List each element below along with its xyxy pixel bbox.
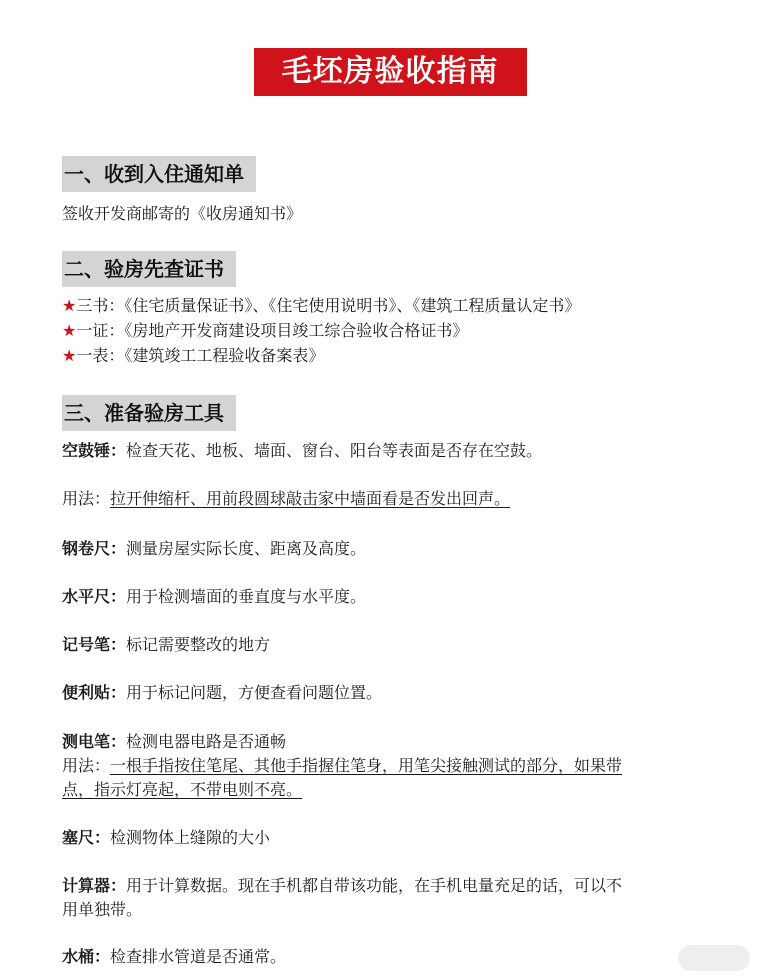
tool-desc: 用单独带。 bbox=[62, 900, 143, 919]
tool-desc: 用于标记问题，方便查看问题位置。 bbox=[126, 683, 383, 702]
certificate-item bbox=[62, 345, 324, 367]
certificate-item bbox=[62, 320, 468, 342]
star-icon: ★ bbox=[62, 296, 77, 315]
tool-desc: 测量房屋实际长度、距离及高度。 bbox=[126, 539, 367, 558]
tool-name: 塞尺： bbox=[62, 828, 111, 847]
tool-desc: 标记需要整改的地方 bbox=[126, 635, 271, 654]
usage-label: 用法： bbox=[62, 489, 111, 508]
tool-item bbox=[62, 946, 286, 968]
tool-name: 计算器： bbox=[62, 876, 127, 895]
usage-text: 一根手指按住笔尾、其他手指握住笔身，用笔尖接触测试的部分，如果带 bbox=[110, 756, 623, 775]
usage-text: 拉开伸缩杆、用前段圆球敲击家中墙面看是否发出回声。 bbox=[110, 489, 511, 508]
tool-desc: 检查排水管道是否通常。 bbox=[110, 947, 287, 966]
tool-desc: 检测电器电路是否通畅 bbox=[126, 732, 287, 751]
title-banner bbox=[0, 48, 780, 96]
tool-item bbox=[62, 875, 622, 897]
tool-name: 水平尺： bbox=[62, 587, 127, 606]
tool-item-continued bbox=[62, 899, 142, 921]
section-heading-1: 一、收到入住通知单 bbox=[62, 156, 256, 192]
tool-name: 钢卷尺： bbox=[62, 539, 127, 558]
tool-item bbox=[62, 731, 286, 753]
section-heading-2: 二、验房先查证书 bbox=[62, 251, 236, 287]
certificate-text: 一表：《建筑竣工工程验收备案表》 bbox=[76, 346, 325, 365]
star-icon: ★ bbox=[62, 321, 77, 340]
section-1-text: 签收开发商邮寄的《收房通知书》 bbox=[62, 204, 303, 223]
usage-text: 点，指示灯亮起，不带电则不亮。 bbox=[62, 780, 303, 799]
tool-name: 便利贴： bbox=[62, 683, 127, 702]
tool-name: 记号笔： bbox=[62, 635, 127, 654]
tool-name: 空鼓锤： bbox=[62, 441, 127, 460]
tool-usage-continued bbox=[62, 779, 302, 801]
tool-desc: 用于计算数据。现在手机都自带该功能，在手机电量充足的话，可以不 bbox=[126, 876, 623, 895]
tool-item bbox=[62, 586, 366, 608]
tool-item bbox=[62, 440, 542, 462]
tool-item bbox=[62, 682, 382, 704]
watermark-logo bbox=[678, 945, 750, 971]
tool-desc: 检查天花、地板、墙面、窗台、阳台等表面是否存在空鼓。 bbox=[126, 441, 543, 460]
tool-desc: 检测物体上缝隙的大小 bbox=[110, 828, 271, 847]
tool-usage bbox=[62, 488, 510, 510]
tool-item bbox=[62, 538, 366, 560]
tool-desc: 用于检测墙面的垂直度与水平度。 bbox=[126, 587, 367, 606]
section-heading-3: 三、准备验房工具 bbox=[62, 395, 236, 431]
certificate-item bbox=[62, 295, 580, 317]
star-icon: ★ bbox=[62, 346, 77, 365]
tool-name: 测电笔： bbox=[62, 732, 127, 751]
usage-label: 用法： bbox=[62, 756, 111, 775]
tool-item bbox=[62, 827, 270, 849]
tool-name: 水桶： bbox=[62, 947, 111, 966]
tool-usage bbox=[62, 755, 622, 777]
certificate-text: 一证：《房地产开发商建设项目竣工综合验收合格证书》 bbox=[76, 321, 469, 340]
tool-item bbox=[62, 634, 270, 656]
certificate-text: 三书：《住宅质量保证书》、《住宅使用说明书》、《建筑工程质量认定书》 bbox=[76, 296, 581, 315]
page-title: 毛坯房验收指南 bbox=[254, 48, 527, 96]
